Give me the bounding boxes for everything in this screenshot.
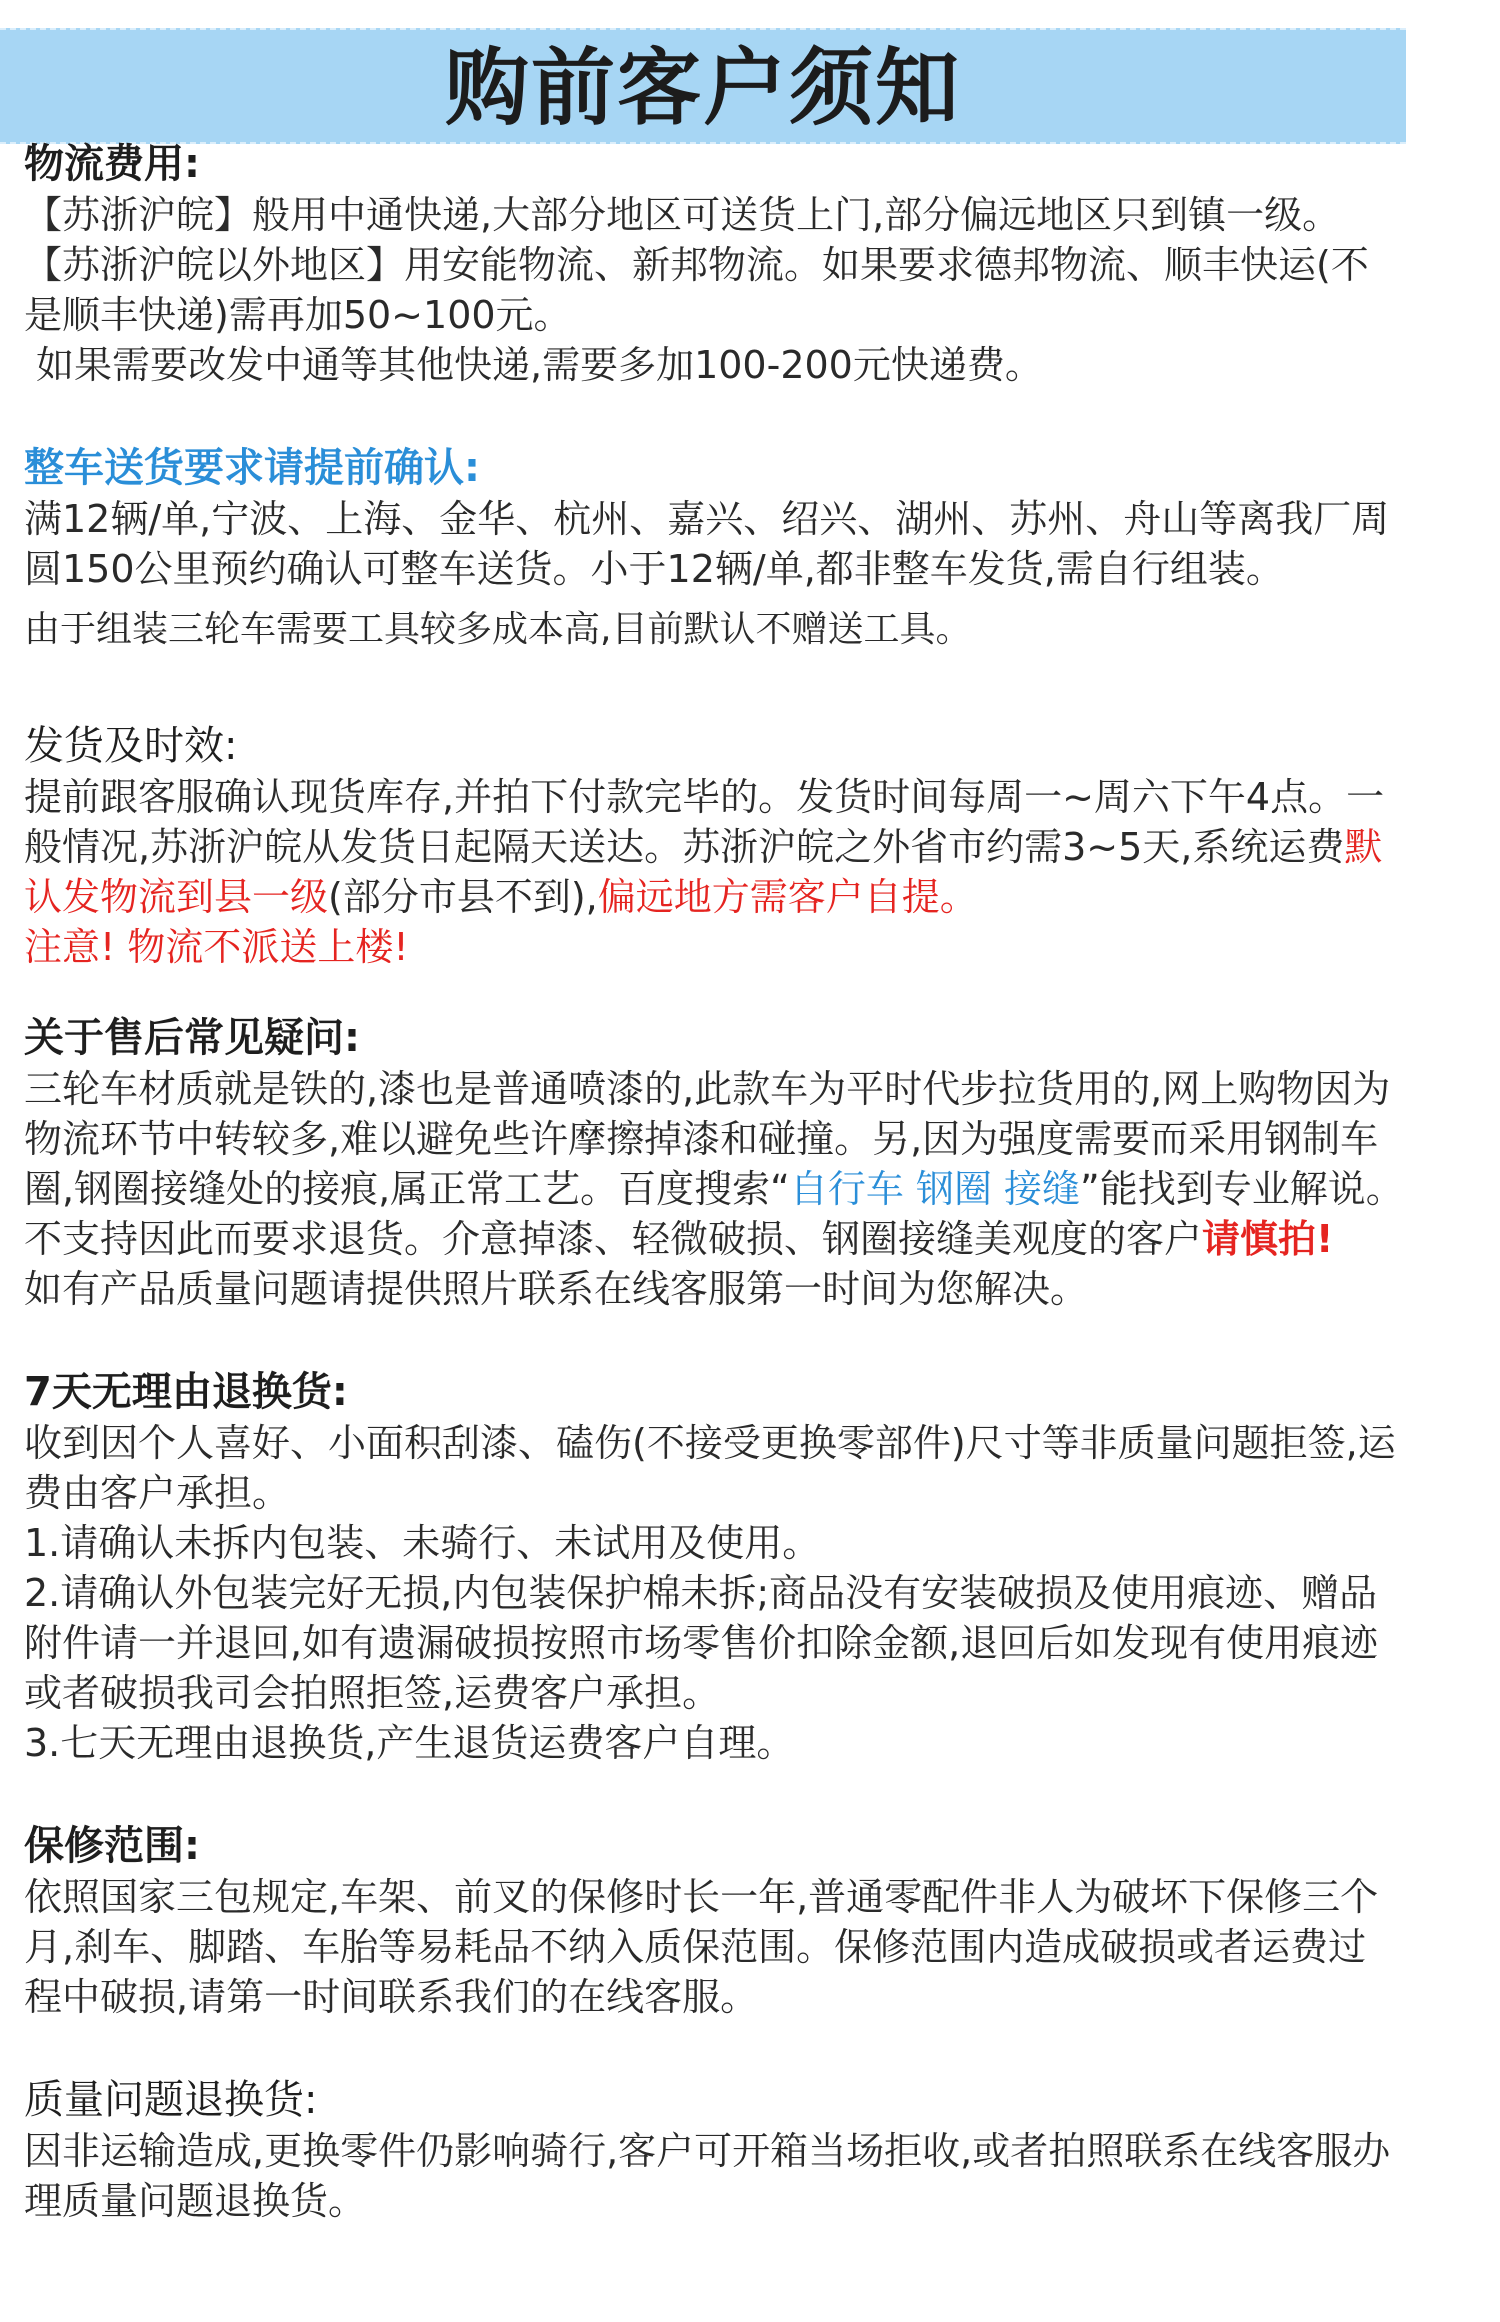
whole-vehicle-heading: 整车送货要求请提前确认: bbox=[24, 445, 480, 491]
after-sales-text-a: 三轮车材质就是铁的,漆也是普通喷漆的,此款车为平时代步拉货用的,网上购物因为物流环节中转较多,难以避免些许摩擦掉漆和碰撞。另,因为强度需要而采用钢制车圈,钢圈接缝处的接痕,属正常工艺。百度搜索“ bbox=[24, 1067, 1391, 1211]
logistics-paragraph-1: 【苏浙沪皖】般用中通快递,大部分地区可送货上门,部分偏远地区只到镇一级。 bbox=[24, 193, 1341, 237]
notice-content bbox=[24, 138, 1404, 2226]
shipping-text-b: (部分市县不到), bbox=[328, 875, 598, 919]
return7-heading: 7天无理由退换货: bbox=[24, 1369, 348, 1415]
shipping-highlight-pickup: 偏远地方需客户自提。 bbox=[597, 875, 978, 919]
after-sales-paragraph-2: 如有产品质量问题请提供照片联系在线客服第一时间为您解决。 bbox=[24, 1267, 1089, 1311]
whole-vehicle-paragraph-2: 由于组装三轮车需要工具较多成本高,目前默认不赠送工具。 bbox=[24, 609, 972, 650]
shipping-paragraph bbox=[24, 772, 1404, 922]
return7-item-2: 2.请确认外包装完好无损,内包装保护棉未拆;商品没有安装破损及使用痕迹、赠品 附件请一并退回,如有遗漏破损按照市场零售价扣除金额,退回后如发现有使用痕迹 或者破损我司会拍照拒签,运费客户承担。 bbox=[24, 1571, 1379, 1715]
return7-item-1: 1.请确认未拆内包装、未骑行、未试用及使用。 bbox=[24, 1521, 821, 1565]
after-sales-heading: 关于售后常见疑问: bbox=[24, 1015, 360, 1061]
after-sales-paragraph-1 bbox=[24, 1064, 1404, 1264]
shipping-section bbox=[24, 720, 1404, 972]
quality-return-heading: 质量问题退换货: bbox=[24, 2077, 318, 2123]
page-title: 购前客户须知 bbox=[444, 39, 961, 137]
shipping-heading: 发货及时效: bbox=[24, 723, 238, 769]
shipping-text-a: 提前跟客服确认现货库存,并拍下付款完毕的。发货时间每周一~周六下午4点。一般情况,苏浙沪皖从发货日起隔天送达。苏浙沪皖之外省市约需3~5天,系统运费 bbox=[24, 775, 1385, 869]
logistics-paragraph-2: 【苏浙沪皖以外地区】用安能物流、新邦物流。如果要求德邦物流、顺丰快运(不是顺丰快递)需再加50~100元。 bbox=[24, 243, 1369, 337]
warranty-heading: 保修范围: bbox=[24, 1823, 200, 1869]
shipping-notice: 注意! 物流不派送上楼! bbox=[24, 925, 409, 969]
after-sales-caution: 请慎拍! bbox=[1202, 1217, 1334, 1261]
warranty-section bbox=[24, 1820, 1404, 2022]
after-sales-search-keyword: 自行车 钢圈 接缝 bbox=[789, 1167, 1081, 1211]
logistics-paragraph-3: 如果需要改发中通等其他快递,需要多加100-200元快递费。 bbox=[36, 343, 1043, 387]
after-sales-section bbox=[24, 1012, 1404, 1314]
quality-return-section bbox=[24, 2074, 1404, 2226]
logistics-section bbox=[24, 138, 1404, 390]
return7-item-3: 3.七天无理由退换货,产生退货运费客户自理。 bbox=[24, 1721, 795, 1765]
logistics-heading: 物流费用: bbox=[24, 141, 200, 187]
whole-vehicle-section bbox=[24, 442, 1404, 654]
after-sales-text-b: ”能找到专业解说。不支持因此而要求退货。介意掉漆、轻微破损、钢圈接缝美观度的客户 bbox=[24, 1167, 1404, 1261]
shipping-highlight-county: 默认发物流到县一级 bbox=[24, 825, 1383, 919]
return7-paragraph: 收到因个人喜好、小面积刮漆、磕伤(不接受更换零部件)尺寸等非质量问题拒签,运费由客户承担。 bbox=[24, 1421, 1396, 1515]
whole-vehicle-paragraph-1: 满12辆/单,宁波、上海、金华、杭州、嘉兴、绍兴、湖州、苏州、舟山等离我厂周圆150公里预约确认可整车送货。小于12辆/单,都非整车发货,需自行组装。 bbox=[24, 497, 1390, 591]
quality-return-paragraph: 因非运输造成,更换零件仍影响骑行,客户可开箱当场拒收,或者拍照联系在线客服办理质量问题退换货。 bbox=[24, 2129, 1391, 2223]
return7-section bbox=[24, 1366, 1404, 1768]
warranty-paragraph: 依照国家三包规定,车架、前叉的保修时长一年,普通零配件非人为破坏下保修三个月,刹车、脚踏、车胎等易耗品不纳入质保范围。保修范围内造成破损或者运费过程中破损,请第一时间联系我们的在线客服。 bbox=[24, 1875, 1379, 2019]
